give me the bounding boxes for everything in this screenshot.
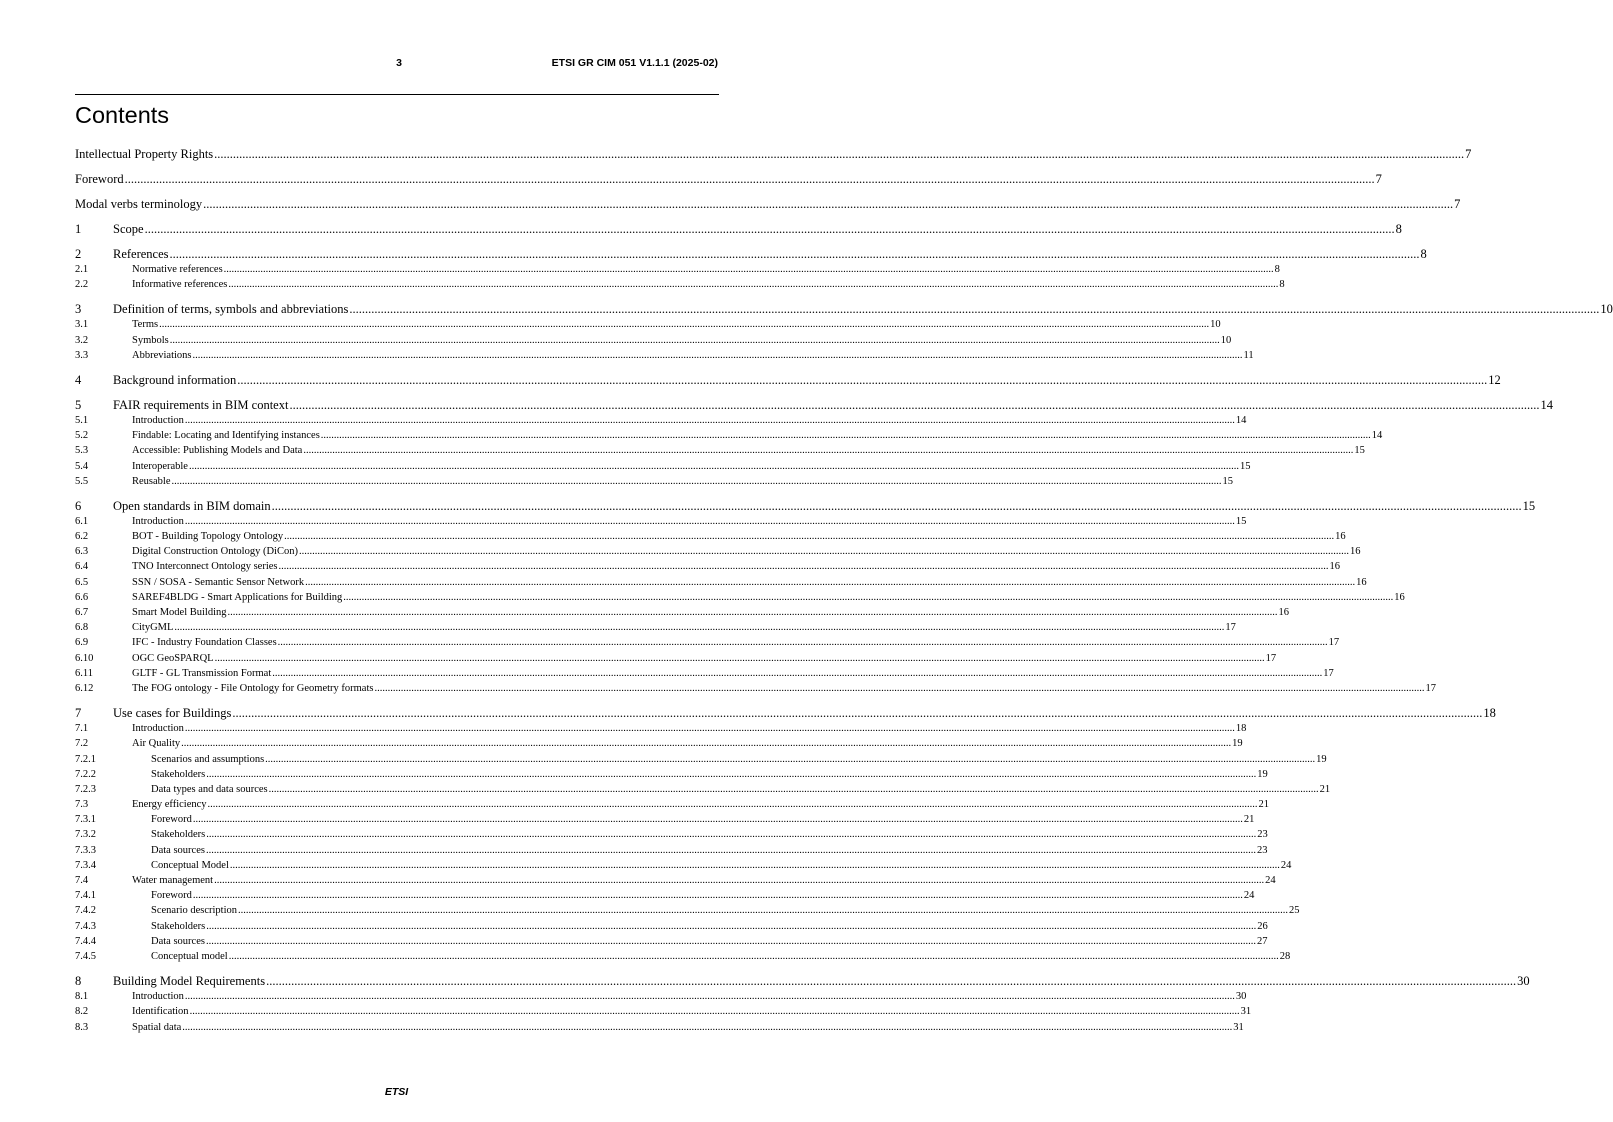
header-rule bbox=[75, 94, 719, 95]
toc-dot-leader: ................................................................................................................................................................................................................................................................................................................................................................................................................ bbox=[144, 222, 1395, 236]
toc-entry-number: 4 bbox=[75, 372, 82, 387]
toc-dot-leader: ................................................................................................................................................................................................................................................................................................................................................................................................................ bbox=[305, 576, 1356, 588]
toc-dot-leader: ................................................................................................................................................................................................................................................................................................................................................................................................................ bbox=[298, 546, 1349, 558]
toc-entry-number: 5.2 bbox=[75, 430, 89, 442]
toc-entry[interactable] bbox=[75, 428, 1383, 443]
toc-entry-number: 8 bbox=[75, 974, 82, 989]
toc-entry-page: 17 bbox=[1225, 622, 1236, 634]
toc-entry-label: GLTF - GL Transmission Format bbox=[132, 667, 272, 679]
toc-entry-page: 8 bbox=[1395, 222, 1402, 236]
toc-entry-page: 10 bbox=[1220, 334, 1232, 346]
toc-entry-number: 5.3 bbox=[75, 445, 89, 457]
toc-dot-leader: ................................................................................................................................................................................................................................................................................................................................................................................................................ bbox=[214, 147, 1465, 161]
document-id: ETSI GR CIM 051 V1.1.1 (2025-02) bbox=[551, 57, 718, 69]
toc-entry[interactable] bbox=[75, 317, 1221, 332]
toc-entry-page: 15 bbox=[1239, 460, 1251, 472]
toc-entry-number: 7.4 bbox=[75, 875, 89, 886]
toc-dot-leader: ................................................................................................................................................................................................................................................................................................................................................................................................................ bbox=[184, 414, 1235, 426]
toc-entry-label: Abbreviations bbox=[132, 349, 192, 361]
toc-entry-page: 8 bbox=[1274, 264, 1280, 275]
toc-entry-number: 5 bbox=[75, 397, 82, 412]
toc-entry-page: 18 bbox=[1483, 706, 1496, 721]
toc-dot-leader: ................................................................................................................................................................................................................................................................................................................................................................................................................ bbox=[181, 738, 1232, 750]
toc-entry-label: Spatial data bbox=[132, 1021, 182, 1033]
toc-entry-number: 8.3 bbox=[75, 1021, 89, 1033]
toc-entry-page: 14 bbox=[1371, 430, 1383, 442]
toc-entry-label: Smart Model Building bbox=[132, 607, 227, 618]
toc-entry-page: 31 bbox=[1233, 1021, 1244, 1033]
toc-entry-label: Informative references bbox=[132, 279, 228, 291]
toc-entry[interactable] bbox=[75, 348, 1254, 363]
toc-dot-leader: ................................................................................................................................................................................................................................................................................................................................................................................................................ bbox=[174, 622, 1225, 634]
toc-entry-label: CityGML bbox=[132, 622, 174, 634]
toc-entry-label: OGC GeoSPARQL bbox=[132, 652, 214, 664]
toc-entry-label: The FOG ontology - File Ontology for Geometry formats bbox=[132, 682, 374, 694]
toc-entry-number: 6.5 bbox=[75, 576, 89, 588]
toc-entry-page: 7 bbox=[1375, 172, 1382, 186]
toc-entry-number: 7.4.2 bbox=[75, 905, 96, 917]
toc-entry[interactable] bbox=[75, 635, 1340, 650]
toc-dot-leader: ................................................................................................................................................................................................................................................................................................................................................................................................................ bbox=[271, 498, 1522, 513]
toc-entry-page: 24 bbox=[1280, 859, 1292, 871]
toc-entry[interactable] bbox=[75, 919, 1268, 934]
toc-entry[interactable] bbox=[75, 1004, 1252, 1019]
toc-entry[interactable] bbox=[75, 903, 1300, 918]
toc-entry-page: 16 bbox=[1349, 546, 1361, 558]
toc-entry-page: 7 bbox=[1454, 197, 1461, 211]
toc-entry-page: 24 bbox=[1265, 875, 1276, 886]
page-number: 3 bbox=[396, 57, 402, 69]
toc-entry-label: BOT - Building Topology Ontology bbox=[132, 531, 284, 543]
toc-entry-number: 7.4.1 bbox=[75, 890, 96, 902]
toc-entry-page: 8 bbox=[1420, 247, 1427, 261]
toc-entry-label: Scenario description bbox=[151, 905, 238, 917]
toc-entry-label: Foreword bbox=[151, 890, 192, 902]
toc-entry-page: 16 bbox=[1278, 607, 1289, 618]
toc-dot-leader: ................................................................................................................................................................................................................................................................................................................................................................................................................ bbox=[320, 430, 1371, 442]
toc-dot-leader: ................................................................................................................................................................................................................................................................................................................................................................................................................ bbox=[223, 264, 1274, 275]
toc-entry-page: 26 bbox=[1257, 920, 1268, 932]
toc-dot-leader: ................................................................................................................................................................................................................................................................................................................................................................................................................ bbox=[268, 783, 1319, 795]
toc-dot-leader: ................................................................................................................................................................................................................................................................................................................................................................................................................ bbox=[277, 637, 1328, 649]
toc-entry[interactable] bbox=[75, 498, 1536, 514]
toc-entry-page: 17 bbox=[1323, 667, 1334, 679]
toc-entry[interactable] bbox=[75, 827, 1268, 842]
toc-entry-page: 23 bbox=[1257, 829, 1268, 841]
toc-entry-label: Data types and data sources bbox=[151, 783, 268, 795]
toc-entry-label: Intellectual Property Rights bbox=[75, 147, 214, 161]
toc-entry[interactable] bbox=[75, 752, 1327, 767]
toc-dot-leader: ................................................................................................................................................................................................................................................................................................................................................................................................................ bbox=[206, 768, 1257, 780]
toc-entry-number: 7.3.1 bbox=[75, 814, 96, 826]
toc-dot-leader: ................................................................................................................................................................................................................................................................................................................................................................................................................ bbox=[184, 991, 1235, 1003]
toc-entry[interactable] bbox=[75, 474, 1233, 489]
toc-entry-label: Foreword bbox=[151, 814, 192, 826]
toc-entry-label: TNO Interconnect Ontology series bbox=[132, 561, 278, 573]
toc-entry[interactable] bbox=[75, 277, 1285, 292]
toc-entry-label: Air Quality bbox=[132, 738, 181, 750]
toc-entry-number: 7.3 bbox=[75, 799, 89, 811]
toc-entry[interactable] bbox=[75, 443, 1365, 458]
toc-entry[interactable] bbox=[75, 459, 1251, 474]
toc-entry-page: 30 bbox=[1235, 991, 1247, 1003]
toc-entry-number: 6.8 bbox=[75, 622, 89, 634]
toc-dot-leader: ................................................................................................................................................................................................................................................................................................................................................................................................................ bbox=[159, 319, 1210, 331]
toc-dot-leader: ................................................................................................................................................................................................................................................................................................................................................................................................................ bbox=[188, 460, 1239, 472]
footer-etsi: ETSI bbox=[384, 1086, 409, 1098]
toc-entry-label: Accessible: Publishing Models and Data bbox=[132, 445, 303, 457]
toc-entry[interactable] bbox=[75, 262, 1280, 277]
toc-dot-leader: ................................................................................................................................................................................................................................................................................................................................................................................................................ bbox=[272, 667, 1323, 679]
toc-entry[interactable] bbox=[75, 575, 1367, 590]
toc-dot-leader: ................................................................................................................................................................................................................................................................................................................................................................................................................ bbox=[374, 682, 1425, 694]
toc-entry[interactable] bbox=[75, 797, 1270, 812]
toc-entry[interactable] bbox=[75, 666, 1334, 681]
toc-dot-leader: ................................................................................................................................................................................................................................................................................................................................................................................................................ bbox=[237, 372, 1488, 387]
toc-dot-leader: ................................................................................................................................................................................................................................................................................................................................................................................................................ bbox=[192, 814, 1243, 826]
toc-entry-label: Open standards in BIM domain bbox=[113, 498, 271, 513]
toc-entry[interactable] bbox=[75, 1020, 1244, 1035]
toc-entry[interactable] bbox=[75, 605, 1289, 620]
toc-entry-page: 18 bbox=[1235, 723, 1247, 735]
toc-entry-number: 5.5 bbox=[75, 475, 89, 487]
toc-entry[interactable] bbox=[75, 843, 1268, 858]
toc-entry-number: 3.1 bbox=[75, 319, 89, 331]
toc-entry-number: 7.3.3 bbox=[75, 844, 96, 856]
toc-entry-label: Introduction bbox=[132, 991, 184, 1003]
toc-dot-leader: ................................................................................................................................................................................................................................................................................................................................................................................................................ bbox=[232, 706, 1483, 721]
toc-entry-label: Introduction bbox=[132, 414, 184, 426]
toc-entry-label: Scope bbox=[113, 222, 144, 236]
toc-entry[interactable] bbox=[75, 372, 1501, 388]
toc-entry-number: 7.4.5 bbox=[75, 950, 96, 962]
toc-entry-page: 16 bbox=[1356, 576, 1367, 588]
toc-entry-number: 6.12 bbox=[75, 682, 94, 694]
toc-entry-page: 17 bbox=[1425, 682, 1436, 694]
toc-entry[interactable] bbox=[75, 681, 1436, 696]
toc-dot-leader: ................................................................................................................................................................................................................................................................................................................................................................................................................ bbox=[349, 302, 1600, 317]
toc-dot-leader: ................................................................................................................................................................................................................................................................................................................................................................................................................ bbox=[206, 829, 1257, 841]
toc-entry-number: 7.4.3 bbox=[75, 920, 96, 932]
toc-entry-label: Modal verbs terminology bbox=[75, 197, 203, 211]
toc-dot-leader: ................................................................................................................................................................................................................................................................................................................................................................................................................ bbox=[192, 890, 1243, 902]
toc-entry-number: 6 bbox=[75, 498, 82, 513]
page-title: Contents bbox=[75, 102, 170, 128]
toc-entry-number: 1 bbox=[75, 222, 82, 236]
toc-entry-number: 3.3 bbox=[75, 349, 89, 361]
toc-dot-leader: ................................................................................................................................................................................................................................................................................................................................................................................................................ bbox=[214, 875, 1265, 886]
toc-entry-number: 7.2.2 bbox=[75, 768, 96, 780]
toc-entry-page: 15 bbox=[1522, 498, 1536, 513]
toc-entry-number: 6.2 bbox=[75, 531, 89, 543]
toc-entry[interactable] bbox=[75, 989, 1247, 1004]
toc-entry-label: Interoperable bbox=[132, 460, 188, 472]
toc-entry-page: 23 bbox=[1256, 844, 1268, 856]
toc-entry-page: 14 bbox=[1235, 414, 1247, 426]
toc-dot-leader: ................................................................................................................................................................................................................................................................................................................................................................................................................ bbox=[343, 591, 1394, 603]
toc-entry[interactable] bbox=[75, 873, 1276, 888]
toc-entry-number: 7 bbox=[75, 706, 82, 721]
toc-dot-leader: ................................................................................................................................................................................................................................................................................................................................................................................................................ bbox=[169, 247, 1420, 261]
toc-entry[interactable] bbox=[75, 736, 1243, 751]
toc-entry-page: 31 bbox=[1240, 1006, 1252, 1018]
toc-entry-label: Identification bbox=[132, 1006, 189, 1018]
toc-entry[interactable] bbox=[75, 721, 1247, 736]
toc-dot-leader: ................................................................................................................................................................................................................................................................................................................................................................................................................ bbox=[184, 515, 1235, 527]
toc-entry-number: 6.3 bbox=[75, 546, 89, 558]
toc-entry[interactable] bbox=[75, 973, 1530, 989]
toc-entry[interactable] bbox=[75, 529, 1346, 544]
toc-entry-number: 8.1 bbox=[75, 991, 89, 1003]
toc-entry[interactable] bbox=[75, 767, 1268, 782]
toc-entry-page: 21 bbox=[1243, 814, 1255, 826]
toc-entry-page: 16 bbox=[1394, 591, 1405, 603]
toc-entry-label: Stakeholders bbox=[151, 768, 206, 780]
toc-entry-page: 28 bbox=[1279, 950, 1291, 962]
toc-entry-label: FAIR requirements in BIM context bbox=[113, 397, 289, 412]
toc-entry-number: 2 bbox=[75, 247, 82, 261]
toc-entry-number: 7.2 bbox=[75, 738, 89, 750]
toc-entry-number: 6.10 bbox=[75, 652, 94, 664]
toc-entry-page: 15 bbox=[1354, 445, 1365, 457]
toc-entry[interactable] bbox=[75, 590, 1405, 605]
toc-entry-page: 10 bbox=[1210, 319, 1221, 331]
toc-entry[interactable] bbox=[75, 301, 1613, 317]
toc-dot-leader: ................................................................................................................................................................................................................................................................................................................................................................................................................ bbox=[205, 935, 1256, 947]
toc-dot-leader: ................................................................................................................................................................................................................................................................................................................................................................................................................ bbox=[266, 974, 1517, 989]
toc-entry-label: Normative references bbox=[132, 264, 223, 275]
toc-entry[interactable] bbox=[75, 858, 1292, 873]
toc-entry-label: Data sources bbox=[151, 844, 205, 856]
toc-entry-label: Digital Construction Ontology (DiCon) bbox=[132, 546, 298, 558]
toc-entry[interactable] bbox=[75, 782, 1331, 797]
toc-entry[interactable] bbox=[75, 171, 1382, 187]
toc-entry-page: 19 bbox=[1316, 753, 1327, 765]
toc-dot-leader: ................................................................................................................................................................................................................................................................................................................................................................................................................ bbox=[203, 197, 1454, 211]
toc-entry-page: 16 bbox=[1329, 561, 1340, 573]
toc-entry-number: 7.3.2 bbox=[75, 829, 96, 841]
toc-entry-number: 7.3.4 bbox=[75, 859, 96, 871]
toc-dot-leader: ................................................................................................................................................................................................................................................................................................................................................................................................................ bbox=[228, 950, 1279, 962]
toc-entry-label: Use cases for Buildings bbox=[113, 706, 232, 721]
toc-entry-number: 7.4.4 bbox=[75, 935, 96, 947]
toc-entry-label: References bbox=[113, 247, 169, 261]
toc-dot-leader: ................................................................................................................................................................................................................................................................................................................................................................................................................ bbox=[171, 475, 1222, 487]
toc-entry-number: 6.4 bbox=[75, 561, 89, 573]
toc-entry-label: Conceptual model bbox=[151, 950, 228, 962]
toc-dot-leader: ................................................................................................................................................................................................................................................................................................................................................................................................................ bbox=[238, 905, 1289, 917]
toc-dot-leader: ................................................................................................................................................................................................................................................................................................................................................................................................................ bbox=[284, 531, 1335, 543]
toc-entry-page: 11 bbox=[1243, 349, 1254, 361]
toc-entry-label: Definition of terms, symbols and abbreviations bbox=[113, 302, 349, 317]
toc-entry[interactable] bbox=[75, 934, 1268, 949]
toc-entry-number: 3.2 bbox=[75, 334, 89, 346]
toc-entry-page: 16 bbox=[1335, 531, 1346, 543]
toc-dot-leader: ................................................................................................................................................................................................................................................................................................................................................................................................................ bbox=[228, 279, 1279, 291]
toc-entry[interactable] bbox=[75, 544, 1361, 559]
toc-dot-leader: ................................................................................................................................................................................................................................................................................................................................................................................................................ bbox=[207, 799, 1258, 811]
toc-entry-label: Stakeholders bbox=[151, 829, 206, 841]
toc-entry-page: 24 bbox=[1243, 890, 1255, 902]
toc-entry[interactable] bbox=[75, 514, 1247, 529]
toc-entry-number: 3 bbox=[75, 302, 82, 317]
toc-entry-page: 17 bbox=[1328, 637, 1340, 649]
toc-entry-page: 8 bbox=[1279, 279, 1285, 291]
toc-entry-number: 6.6 bbox=[75, 591, 89, 603]
toc-entry-label: SAREF4BLDG - Smart Applications for Building bbox=[132, 591, 343, 603]
toc-entry-page: 19 bbox=[1257, 768, 1268, 780]
toc-entry-page: 7 bbox=[1465, 147, 1472, 161]
toc-entry-label: Foreword bbox=[75, 172, 124, 186]
toc-entry-label: Energy efficiency bbox=[132, 799, 207, 811]
toc-entry-page: 30 bbox=[1517, 974, 1530, 989]
toc-entry-label: Scenarios and assumptions bbox=[151, 753, 265, 765]
toc-entry-number: 6.11 bbox=[75, 667, 93, 679]
toc-entry-number: 6.1 bbox=[75, 515, 89, 527]
toc-entry-label: Background information bbox=[113, 372, 237, 387]
toc-entry[interactable] bbox=[75, 397, 1553, 413]
toc-entry-label: SSN / SOSA - Semantic Sensor Network bbox=[132, 576, 305, 588]
toc-entry[interactable] bbox=[75, 888, 1255, 903]
toc-entry-page: 12 bbox=[1488, 372, 1501, 387]
toc-entry-label: Building Model Requirements bbox=[113, 974, 266, 989]
toc-entry-label: Data sources bbox=[151, 935, 205, 947]
toc-entry-page: 25 bbox=[1289, 905, 1300, 917]
toc-entry-number: 5.4 bbox=[75, 460, 89, 472]
toc-entry-label: Findable: Locating and Identifying instances bbox=[132, 430, 320, 442]
toc-entry-number: 7.2.3 bbox=[75, 783, 96, 795]
toc-entry-label: Terms bbox=[132, 319, 159, 331]
toc-dot-leader: ................................................................................................................................................................................................................................................................................................................................................................................................................ bbox=[229, 859, 1280, 871]
toc-entry-label: Symbols bbox=[132, 334, 169, 346]
toc-entry[interactable] bbox=[75, 620, 1236, 635]
toc-entry-page: 27 bbox=[1256, 935, 1268, 947]
toc-entry-label: Water management bbox=[132, 875, 214, 886]
toc-dot-leader: ................................................................................................................................................................................................................................................................................................................................................................................................................ bbox=[303, 445, 1354, 457]
toc-entry[interactable] bbox=[75, 413, 1247, 428]
toc-entry-page: 10 bbox=[1600, 302, 1613, 317]
toc-dot-leader: ................................................................................................................................................................................................................................................................................................................................................................................................................ bbox=[169, 334, 1220, 346]
toc-dot-leader: ................................................................................................................................................................................................................................................................................................................................................................................................................ bbox=[192, 349, 1243, 361]
toc-dot-leader: ................................................................................................................................................................................................................................................................................................................................................................................................................ bbox=[289, 397, 1540, 412]
toc-dot-leader: ................................................................................................................................................................................................................................................................................................................................................................................................................ bbox=[124, 172, 1375, 186]
toc-entry-page: 17 bbox=[1265, 652, 1277, 664]
toc-entry-page: 21 bbox=[1319, 783, 1331, 795]
toc-dot-leader: ................................................................................................................................................................................................................................................................................................................................................................................................................ bbox=[214, 652, 1265, 664]
toc-entry[interactable] bbox=[75, 559, 1340, 574]
toc-entry-page: 19 bbox=[1232, 738, 1243, 750]
toc-dot-leader: ................................................................................................................................................................................................................................................................................................................................................................................................................ bbox=[278, 561, 1329, 573]
toc-entry-label: Introduction bbox=[132, 723, 184, 735]
toc-entry[interactable] bbox=[75, 196, 1461, 212]
toc-entry[interactable] bbox=[75, 146, 1472, 162]
toc-entry-page: 15 bbox=[1222, 475, 1233, 487]
toc-entry-page: 14 bbox=[1540, 397, 1553, 412]
toc-entry-number: 7.1 bbox=[75, 723, 89, 735]
toc-entry-label: IFC - Industry Foundation Classes bbox=[132, 637, 277, 649]
toc-dot-leader: ................................................................................................................................................................................................................................................................................................................................................................................................................ bbox=[189, 1006, 1240, 1018]
toc-dot-leader: ................................................................................................................................................................................................................................................................................................................................................................................................................ bbox=[265, 753, 1316, 765]
toc-entry-number: 8.2 bbox=[75, 1006, 89, 1018]
toc-entry[interactable] bbox=[75, 949, 1291, 964]
toc-entry-page: 21 bbox=[1258, 799, 1270, 811]
toc-dot-leader: ................................................................................................................................................................................................................................................................................................................................................................................................................ bbox=[184, 723, 1235, 735]
toc-entry[interactable] bbox=[75, 333, 1232, 348]
toc-dot-leader: ................................................................................................................................................................................................................................................................................................................................................................................................................ bbox=[182, 1021, 1233, 1033]
toc-entry-label: Reusable bbox=[132, 475, 171, 487]
toc-entry-number: 2.1 bbox=[75, 264, 89, 275]
toc-entry-number: 6.9 bbox=[75, 637, 89, 649]
toc-entry-number: 7.2.1 bbox=[75, 753, 96, 765]
toc-entry-label: Introduction bbox=[132, 515, 184, 527]
toc-entry[interactable] bbox=[75, 705, 1496, 721]
toc-entry[interactable] bbox=[75, 812, 1255, 827]
toc-entry-page: 15 bbox=[1235, 515, 1247, 527]
toc-dot-leader: ................................................................................................................................................................................................................................................................................................................................................................................................................ bbox=[227, 607, 1278, 618]
toc-dot-leader: ................................................................................................................................................................................................................................................................................................................................................................................................................ bbox=[205, 844, 1256, 856]
toc-entry-number: 2.2 bbox=[75, 279, 89, 291]
toc-entry-number: 5.1 bbox=[75, 414, 89, 426]
toc-dot-leader: ................................................................................................................................................................................................................................................................................................................................................................................................................ bbox=[206, 920, 1257, 932]
table-of-contents bbox=[75, 146, 1613, 1035]
toc-entry-label: Conceptual Model bbox=[151, 859, 229, 871]
toc-entry-label: Stakeholders bbox=[151, 920, 206, 932]
toc-entry[interactable] bbox=[75, 246, 1427, 262]
toc-entry[interactable] bbox=[75, 221, 1402, 237]
toc-entry-number: 6.7 bbox=[75, 607, 89, 618]
toc-entry[interactable] bbox=[75, 651, 1277, 666]
